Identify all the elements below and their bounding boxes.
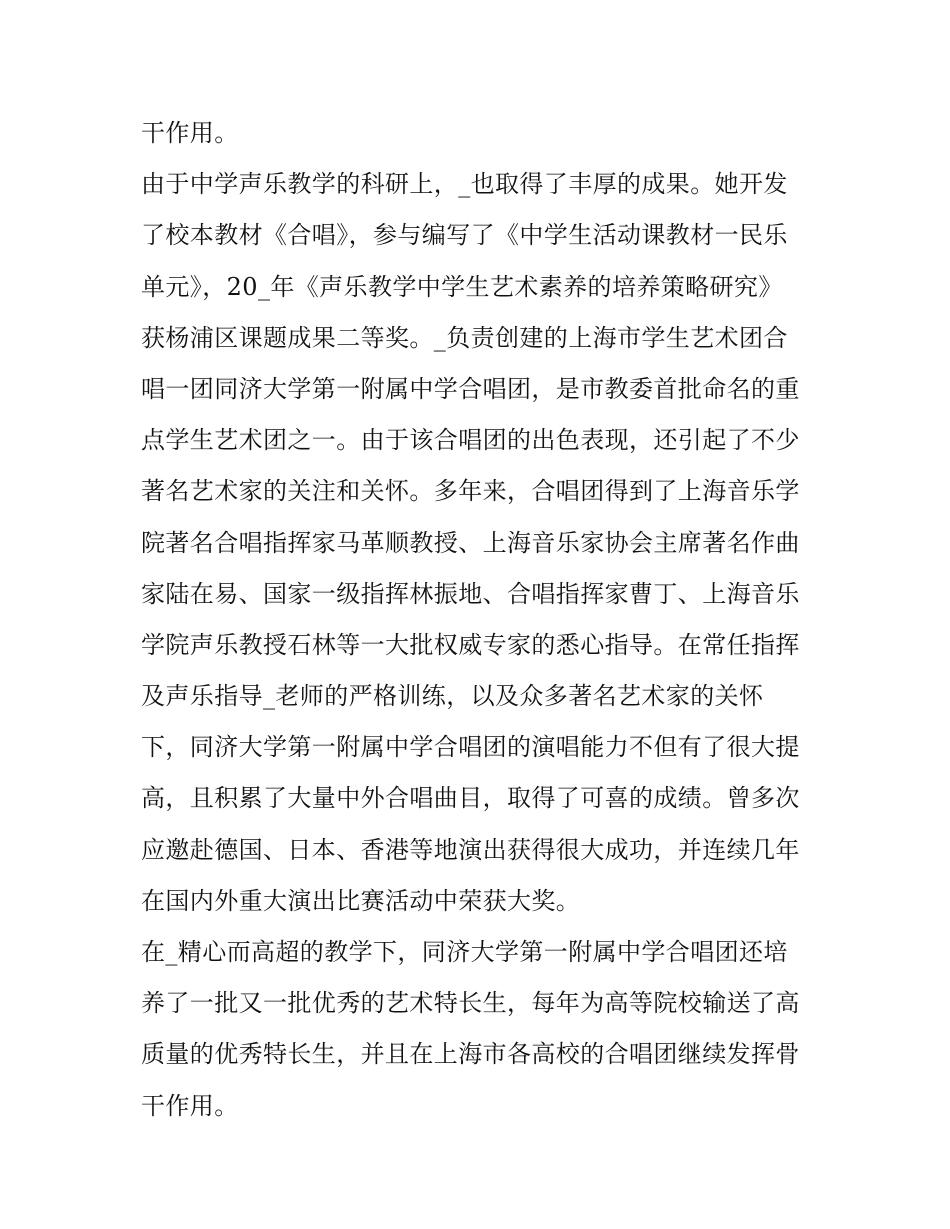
text-line: 下，同济大学第一附属中学合唱团的演唱能力不但有了很大提 (141, 733, 800, 762)
text-line: 养了一批又一批优秀的艺术特长生，每年为高等院校输送了高 (141, 989, 800, 1018)
text-line: 在_精心而高超的教学下，同济大学第一附属中学合唱团还培 (141, 938, 788, 966)
text-line: 唱一团同济大学第一附属中学合唱团，是市教委首批命名的重 (141, 374, 800, 403)
text-line: 及声乐指导_老师的严格训练，以及众多著名艺术家的关怀 (141, 682, 764, 711)
text-line: 高，且积累了大量中外合唱曲目，取得了可喜的成绩。曾多次 (141, 784, 800, 813)
text-line: 家陆在易、国家一级指挥林振地、合唱指挥家曹丁、上海音乐 (141, 579, 800, 608)
text-line: 由于中学声乐教学的科研上，_也取得了丰厚的成果。她开发 (141, 170, 788, 199)
text-line: 干作用。 (141, 119, 239, 147)
text-line: 单元》，20_年《声乐教学中学生艺术素养的培养策略研究》 (141, 272, 783, 301)
text-line: 院著名合唱指挥家马革顺教授、上海音乐家协会主席著名作曲 (141, 528, 800, 557)
text-line: 获杨浦区课题成果二等奖。_负责创建的上海市学生艺术团合 (141, 323, 788, 352)
paragraph-2 (141, 159, 831, 927)
text-line: 干作用。 (141, 1091, 239, 1120)
paragraph-1 (141, 108, 831, 159)
text-line: 点学生艺术团之一。由于该合唱团的出色表现，还引起了不少 (141, 426, 800, 455)
text-line: 学院声乐教授石林等一大批权威专家的悉心指导。在常任指挥 (141, 630, 800, 659)
text-line: 在国内外重大演出比赛活动中荣获大奖。 (141, 886, 581, 915)
text-line: 质量的优秀特长生，并且在上海市各高校的合唱团继续发挥骨 (141, 1040, 800, 1069)
text-line: 了校本教材《合唱》，参与编写了《中学生活动课教材一民乐 (141, 221, 788, 250)
paragraph-3 (141, 927, 831, 1132)
text-line: 著名艺术家的关注和关怀。多年来，合唱团得到了上海音乐学 (141, 477, 800, 506)
document-body (141, 108, 831, 1132)
text-line: 应邀赴德国、日本、香港等地演出获得很大成功，并连续几年 (141, 835, 800, 864)
